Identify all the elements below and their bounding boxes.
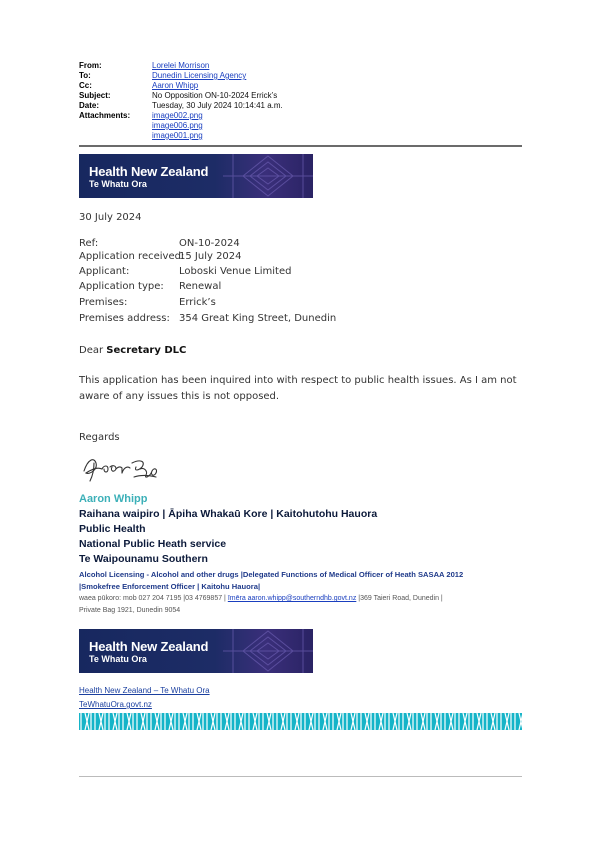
detail-row (79, 295, 336, 311)
signature-title: Raihana waipiro | Āpiha Whakaū Kore | Kaitohutohu Hauora (79, 508, 378, 520)
detail-label: Premises address: (79, 313, 170, 324)
detail-value: Loboski Venue Limited (179, 266, 292, 277)
contact-phone: waea pūkoro: mob 027 204 7195 |03 4769857 | (79, 595, 228, 602)
header-divider (79, 145, 522, 147)
from-link[interactable]: Lorelei Morrison (152, 61, 210, 70)
banner-subtitle: Te Whatu Ora (89, 654, 147, 664)
detail-label: Application received: (79, 251, 185, 262)
attachment-link[interactable]: image001.png (152, 131, 203, 140)
date-row (79, 101, 283, 111)
health-nz-banner-bottom (79, 629, 313, 673)
salutation (79, 345, 186, 356)
signature-postal: Private Bag 1921, Dunedin 9054 (79, 607, 181, 614)
banner-subtitle: Te Whatu Ora (89, 179, 147, 189)
subject-value: No Opposition ON-10-2024 Errick’s (152, 91, 278, 100)
detail-label: Premises: (79, 297, 128, 308)
detail-label: Applicant: (79, 266, 130, 277)
salutation-name: Secretary DLC (106, 345, 187, 356)
letter-paragraph: This application has been inquired into with respect to public health issues. As I am not aware of any issues this is not opposed. (79, 375, 517, 402)
subject-row (79, 91, 283, 101)
from-label: From: (79, 61, 102, 70)
footer-divider (79, 776, 522, 777)
detail-row (79, 279, 336, 295)
signature-department: Public Health (79, 523, 146, 535)
signature-contact (79, 593, 443, 604)
application-details (79, 238, 336, 327)
subject-label: Subject: (79, 91, 111, 100)
from-row (79, 61, 283, 71)
banner-title: Health New Zealand (89, 639, 209, 654)
date-label: Date: (79, 101, 100, 110)
contact-address: |369 Taieri Road, Dunedin | (356, 595, 443, 602)
attachments-row (79, 111, 283, 141)
detail-row (79, 311, 336, 327)
health-nz-banner-top (79, 154, 313, 198)
salutation-prefix: Dear (79, 345, 107, 356)
pattern-icon (79, 713, 522, 730)
detail-row (79, 250, 336, 264)
detail-row (79, 264, 336, 279)
attachment-link[interactable]: image002.png (152, 111, 203, 120)
detail-value: 15 July 2024 (179, 251, 242, 262)
handwritten-signature-icon (80, 453, 165, 485)
attachment-link[interactable]: image006.png (152, 121, 203, 130)
to-row (79, 71, 283, 81)
contact-email-link[interactable]: īmēra aaron.whipp@southerndhb.govt.nz (227, 595, 357, 602)
decorative-pattern-stripe (79, 713, 522, 730)
detail-label: Application type: (79, 281, 164, 292)
footer-link-health-nz[interactable]: Health New Zealand – Te Whatu Ora (79, 686, 210, 695)
detail-label: Ref: (79, 238, 99, 249)
email-header (79, 61, 283, 141)
cc-row (79, 81, 283, 91)
closing: Regards (79, 432, 120, 443)
signature-roles-continued: |Smokefree Enforcement Officer | Kaitohu Hauora| (79, 582, 261, 591)
attachments-list (152, 111, 203, 141)
attachments-label: Attachments: (79, 111, 131, 120)
signature-roles: Alcohol Licensing - Alcohol and other drugs |Delegated Functions of Medical Officer of Heath SASAA 2012 (79, 570, 464, 579)
detail-row (79, 238, 336, 250)
signature-service: National Public Heath service (79, 538, 227, 550)
banner-title: Health New Zealand (89, 164, 209, 179)
detail-value: ON-10-2024 (179, 238, 240, 249)
signature-region: Te Waipounamu Southern (79, 553, 208, 565)
cc-link[interactable]: Aaron Whipp (152, 81, 199, 90)
date-value: Tuesday, 30 July 2024 10:14:41 a.m. (152, 101, 283, 110)
to-label: To: (79, 71, 91, 80)
detail-value: Renewal (179, 281, 222, 292)
to-link[interactable]: Dunedin Licensing Agency (152, 71, 247, 80)
letter-date: 30 July 2024 (79, 212, 142, 223)
detail-value: 354 Great King Street, Dunedin (179, 313, 337, 324)
signature-name: Aaron Whipp (79, 493, 148, 505)
banner-pattern-icon (223, 154, 313, 198)
detail-value: Errick’s (179, 297, 216, 308)
banner-pattern-icon (223, 629, 313, 673)
cc-label: Cc: (79, 81, 92, 90)
footer-link-website[interactable]: TeWhatuOra.govt.nz (79, 700, 152, 709)
